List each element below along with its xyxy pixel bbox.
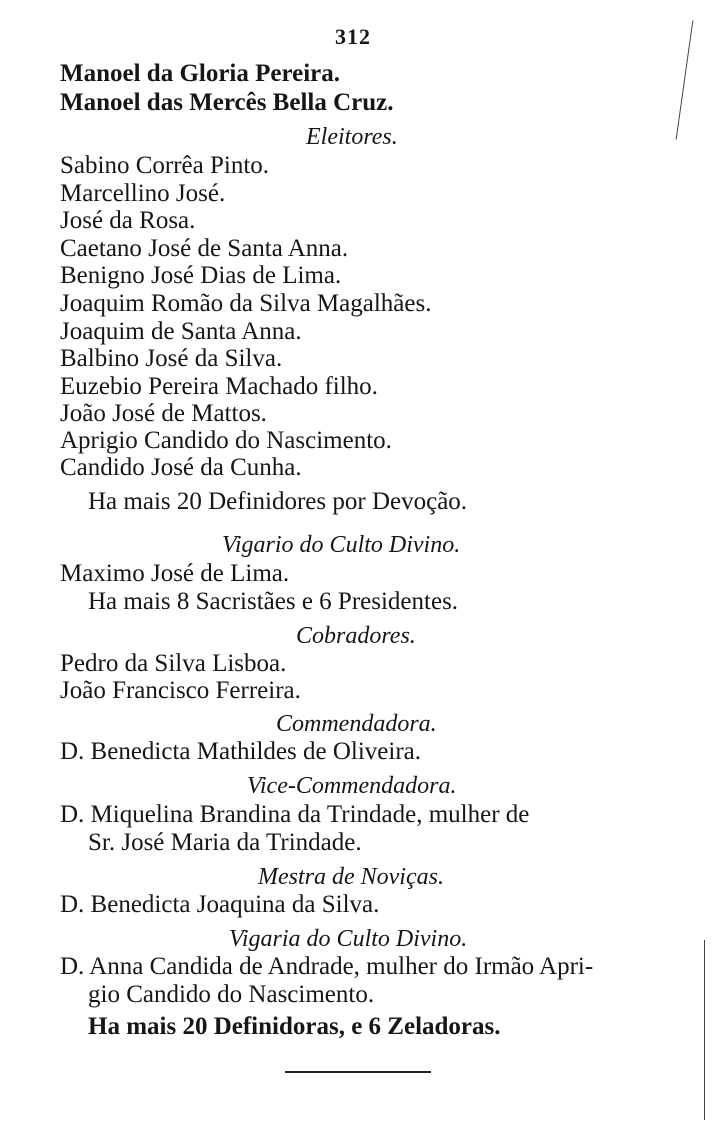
page-number: 312 xyxy=(335,24,371,49)
cobrador-name: Pedro da Silva Lisboa. xyxy=(60,650,287,677)
eleitor-name: João José de Mattos. xyxy=(60,400,267,427)
section-heading-cobradores: Cobradores. xyxy=(296,623,416,649)
section-heading-mestra: Mestra de Noviças. xyxy=(258,864,444,890)
definidoras-note: Ha mais 20 Definidoras, e 6 Zeladoras. xyxy=(88,1013,501,1040)
eleitor-name: Balbino José da Silva. xyxy=(60,345,283,372)
name-line: Manoel da Gloria Pereira. xyxy=(60,60,341,87)
eleitor-name: Sabino Corrêa Pinto. xyxy=(60,152,270,179)
mestra-name: D. Benedicta Joaquina da Silva. xyxy=(60,891,380,918)
definidores-note: Ha mais 20 Definidores por Devoção. xyxy=(88,488,468,515)
eleitor-name: Caetano José de Santa Anna. xyxy=(60,235,349,262)
vice-commendadora-line: D. Miquelina Brandina da Trindade, mulher de xyxy=(60,801,530,828)
section-heading-eleitores: Eleitores. xyxy=(306,124,398,150)
vice-commendadora-line: Sr. José Maria da Trindade. xyxy=(88,829,362,856)
commendadora-name: D. Benedicta Mathildes de Oliveira. xyxy=(60,738,421,765)
eleitor-name: Marcellino José. xyxy=(60,180,226,207)
vigaria-line: gio Candido do Nascimento. xyxy=(88,981,375,1008)
eleitor-name: Joaquim de Santa Anna. xyxy=(60,318,302,345)
section-heading-vigaria: Vigaria do Culto Divino. xyxy=(229,926,468,952)
eleitor-name: Benigno José Dias de Lima. xyxy=(60,262,342,289)
section-heading-commendadora: Commendadora. xyxy=(276,711,437,737)
eleitor-name: José da Rosa. xyxy=(60,207,196,234)
eleitor-name: Joaquim Romão da Silva Magalhães. xyxy=(60,290,432,317)
vigaria-line: D. Anna Candida de Andrade, mulher do Irmão Apri- xyxy=(60,953,594,980)
eleitor-name: Candido José da Cunha. xyxy=(60,454,302,481)
eleitor-name: Euzebio Pereira Machado filho. xyxy=(60,373,378,400)
scan-edge-mark xyxy=(676,21,694,140)
section-heading-vigario: Vigario do Culto Divino. xyxy=(222,532,461,558)
scan-edge-mark xyxy=(704,940,705,1120)
closing-rule xyxy=(285,1071,431,1073)
eleitor-name: Aprigio Candido do Nascimento. xyxy=(60,427,392,454)
name-line: Manoel das Mercês Bella Cruz. xyxy=(60,89,394,116)
vigario-name: Maximo José de Lima. xyxy=(60,560,290,587)
sacristaes-note: Ha mais 8 Sacristães e 6 Presidentes. xyxy=(88,588,459,615)
cobrador-name: João Francisco Ferreira. xyxy=(60,677,301,704)
section-heading-vice-commendadora: Vice-Commendadora. xyxy=(247,773,457,799)
